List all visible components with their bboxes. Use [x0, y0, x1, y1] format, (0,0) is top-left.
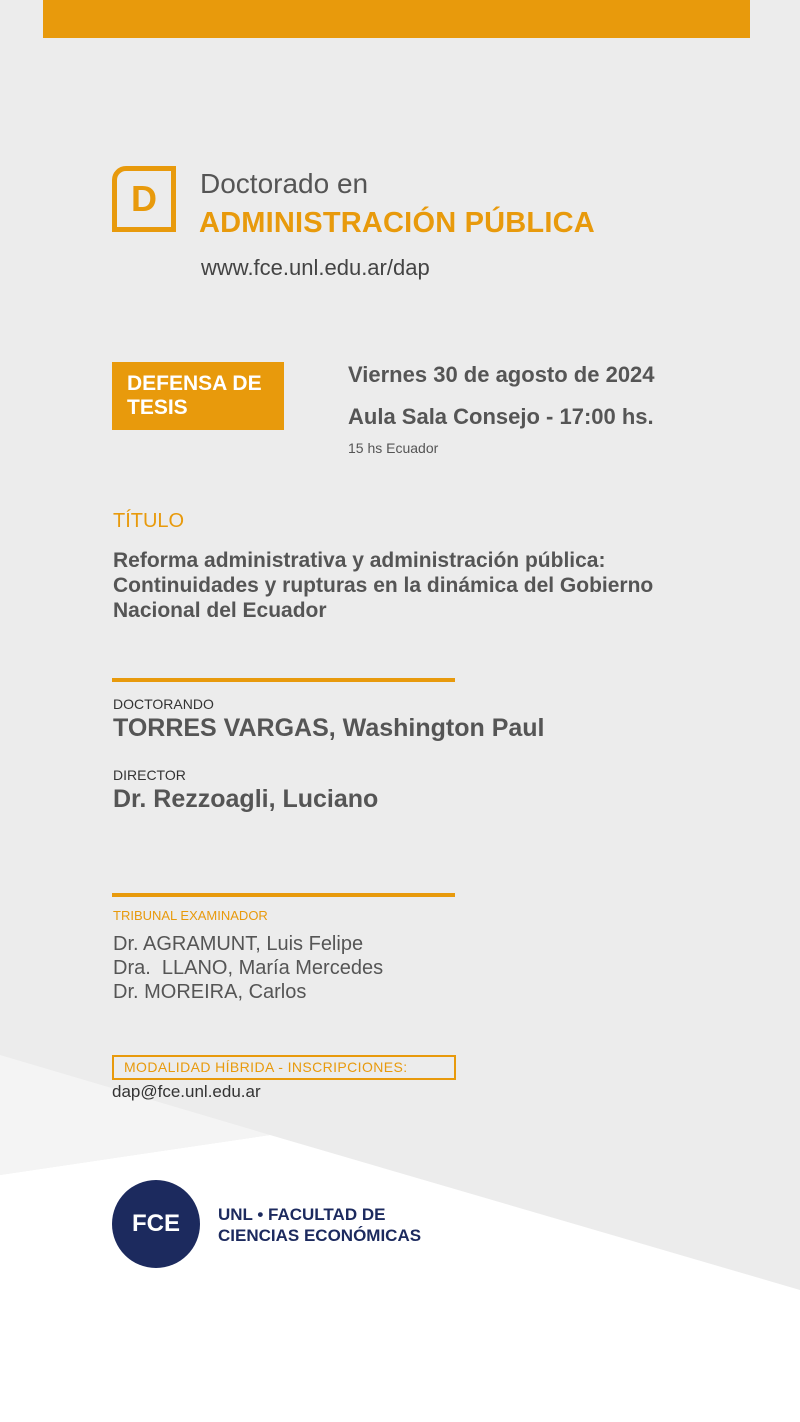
defense-badge: [112, 362, 284, 430]
divider-line: [112, 893, 455, 897]
divider-line: [112, 678, 455, 682]
program-name-line1: Doctorado en: [200, 168, 369, 199]
tribunal-label: TRIBUNAL EXAMINADOR: [113, 908, 268, 923]
thesis-title: Reforma administrativa y administración pública: Continuidades y rupturas en la dinámica del Gobierno Nacional del Ecuador: [113, 549, 654, 622]
fce-logo-icon: [112, 1180, 200, 1268]
institution-name: UNL • FACULTAD DE CIENCIAS ECONÓMICAS: [218, 1205, 422, 1245]
thesis-title-label: TÍTULO: [113, 510, 185, 532]
registration-email-link[interactable]: dap@fce.unl.edu.ar: [112, 1082, 261, 1101]
program-name-line2: ADMINISTRACIÓN PÚBLICA: [199, 207, 595, 239]
top-accent-bar: [43, 0, 750, 38]
fce-logo-text: FCE: [132, 1210, 180, 1237]
tribunal-list: [113, 932, 383, 1004]
tribunal-member: Dra. LLANO, María Mercedes: [113, 957, 384, 979]
director-name: Dr. Rezzoagli, Luciano: [113, 785, 379, 813]
registration-label: MODALIDAD HÍBRIDA - INSCRIPCIONES:: [112, 1055, 456, 1080]
defense-badge-label: DEFENSA DE TESIS: [127, 372, 262, 419]
director-label: DIRECTOR: [113, 767, 186, 783]
tribunal-member: Dr. AGRAMUNT, Luis Felipe: [113, 933, 364, 955]
candidate-label: DOCTORANDO: [113, 696, 214, 712]
program-url-link[interactable]: www.fce.unl.edu.ar/dap: [201, 255, 430, 280]
event-place-time: Aula Sala Consejo - 17:00 hs.: [348, 404, 654, 429]
logo-letter: D: [131, 178, 157, 219]
event-timezone-note: 15 hs Ecuador: [348, 440, 439, 456]
program-logo-icon: [112, 166, 176, 232]
event-date: Viernes 30 de agosto de 2024: [348, 362, 655, 387]
tribunal-member: Dr. MOREIRA, Carlos: [113, 981, 307, 1003]
candidate-name: TORRES VARGAS, Washington Paul: [113, 714, 545, 742]
